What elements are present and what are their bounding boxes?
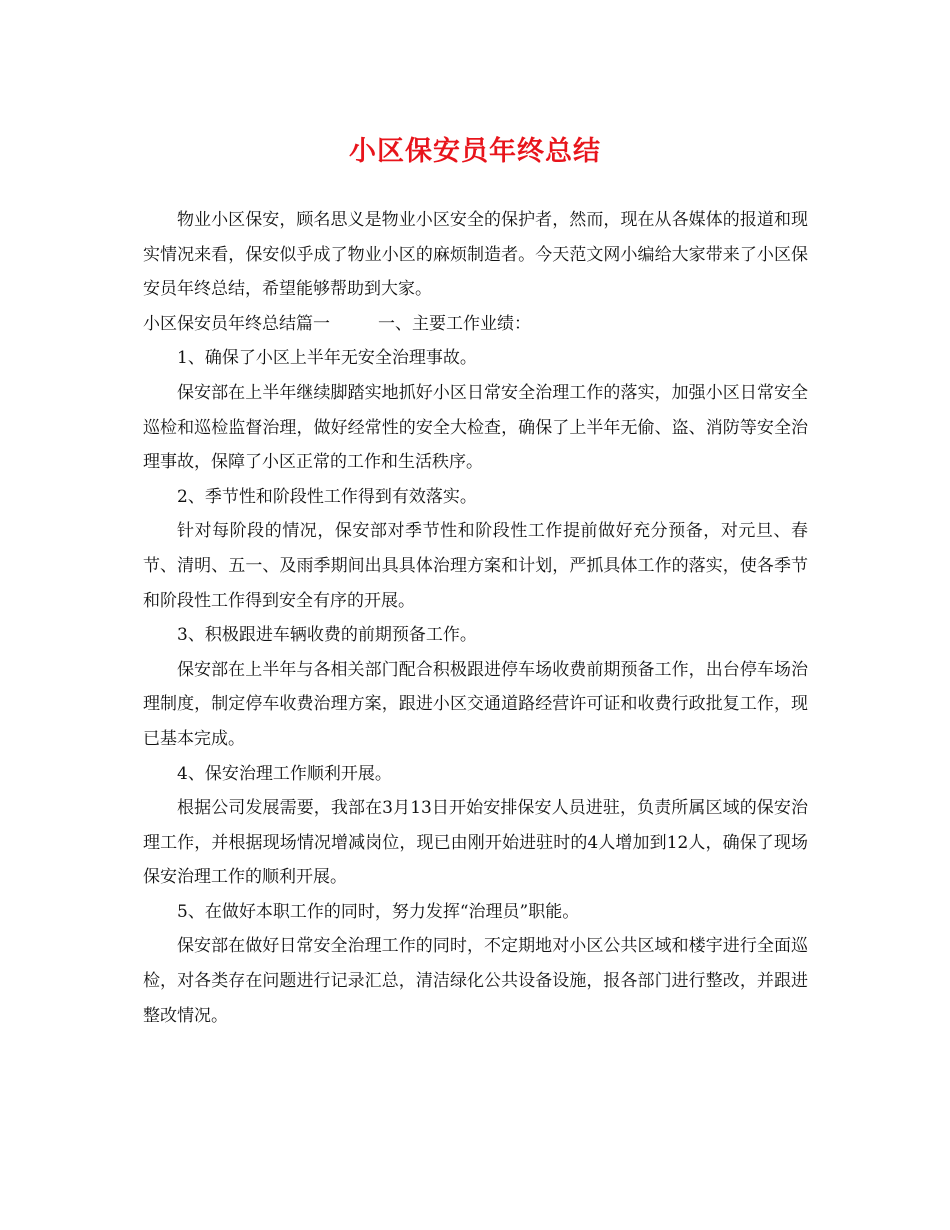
item-body-4: 根据公司发展需要，我部在3月13日开始安排保安人员进驻，负责所属区域的保安治理工作，并根据现场情况增减岗位，现已由刚开始进驻时的4人增加到12人，确保了现场保安治理工作的顺利开展。 (143, 798, 808, 888)
item-heading-2: 2、季节性和阶段性工作得到有效落实。 (177, 486, 477, 507)
intro-paragraph: 物业小区保安，顾名思义是物业小区安全的保护者，然而，现在从各媒体的报道和现实情况来看，保安似乎成了物业小区的麻烦制造者。今天范文网小编给大家带来了小区保安员年终总结，希望能够帮助到大家。 (143, 210, 808, 300)
item-body-5: 保安部在做好日常安全治理工作的同时，不定期地对小区公共区域和楼宇进行全面巡检，对各类存在问题进行记录汇总，清洁绿化公共设备设施，报各部门进行整改，并跟进整改情况。 (143, 936, 808, 1026)
item-heading-4: 4、保安治理工作顺利开展。 (177, 763, 392, 784)
item-body-2: 针对每阶段的情况，保安部对季节性和阶段性工作提前做好充分预备，对元旦、春节、清明、五一、及雨季期间出具具体治理方案和计划，严抓具体工作的落实，使各季节和阶段性工作得到安全有序的开展。 (143, 521, 808, 611)
item-body-3: 保安部在上半年与各相关部门配合积极跟进停车场收费前期预备工作，出台停车场治理制度，制定停车收费治理方案，跟进小区交通道路经营许可证和收费行政批复工作，现已基本完成。 (143, 659, 808, 749)
section-label: 小区保安员年终总结篇一 (143, 313, 330, 334)
document-body (143, 203, 808, 1033)
section-heading: 一、主要工作业绩： (378, 313, 531, 334)
item-heading-3: 3、积极跟进车辆收费的前期预备工作。 (177, 625, 477, 646)
section-line (143, 307, 808, 342)
item-heading-5: 5、在做好本职工作的同时，努力发挥“治理员”职能。 (177, 901, 580, 922)
document-title: 小区保安员年终总结 (349, 136, 601, 167)
item-body-1: 保安部在上半年继续脚踏实地抓好小区日常安全治理工作的落实，加强小区日常安全巡检和巡检监督治理，做好经常性的安全大检查，确保了上半年无偷、盗、消防等安全治理事故，保障了小区正常的工作和生活秩序。 (143, 382, 808, 473)
item-heading-1: 1、确保了小区上半年无安全治理事故。 (177, 348, 477, 369)
